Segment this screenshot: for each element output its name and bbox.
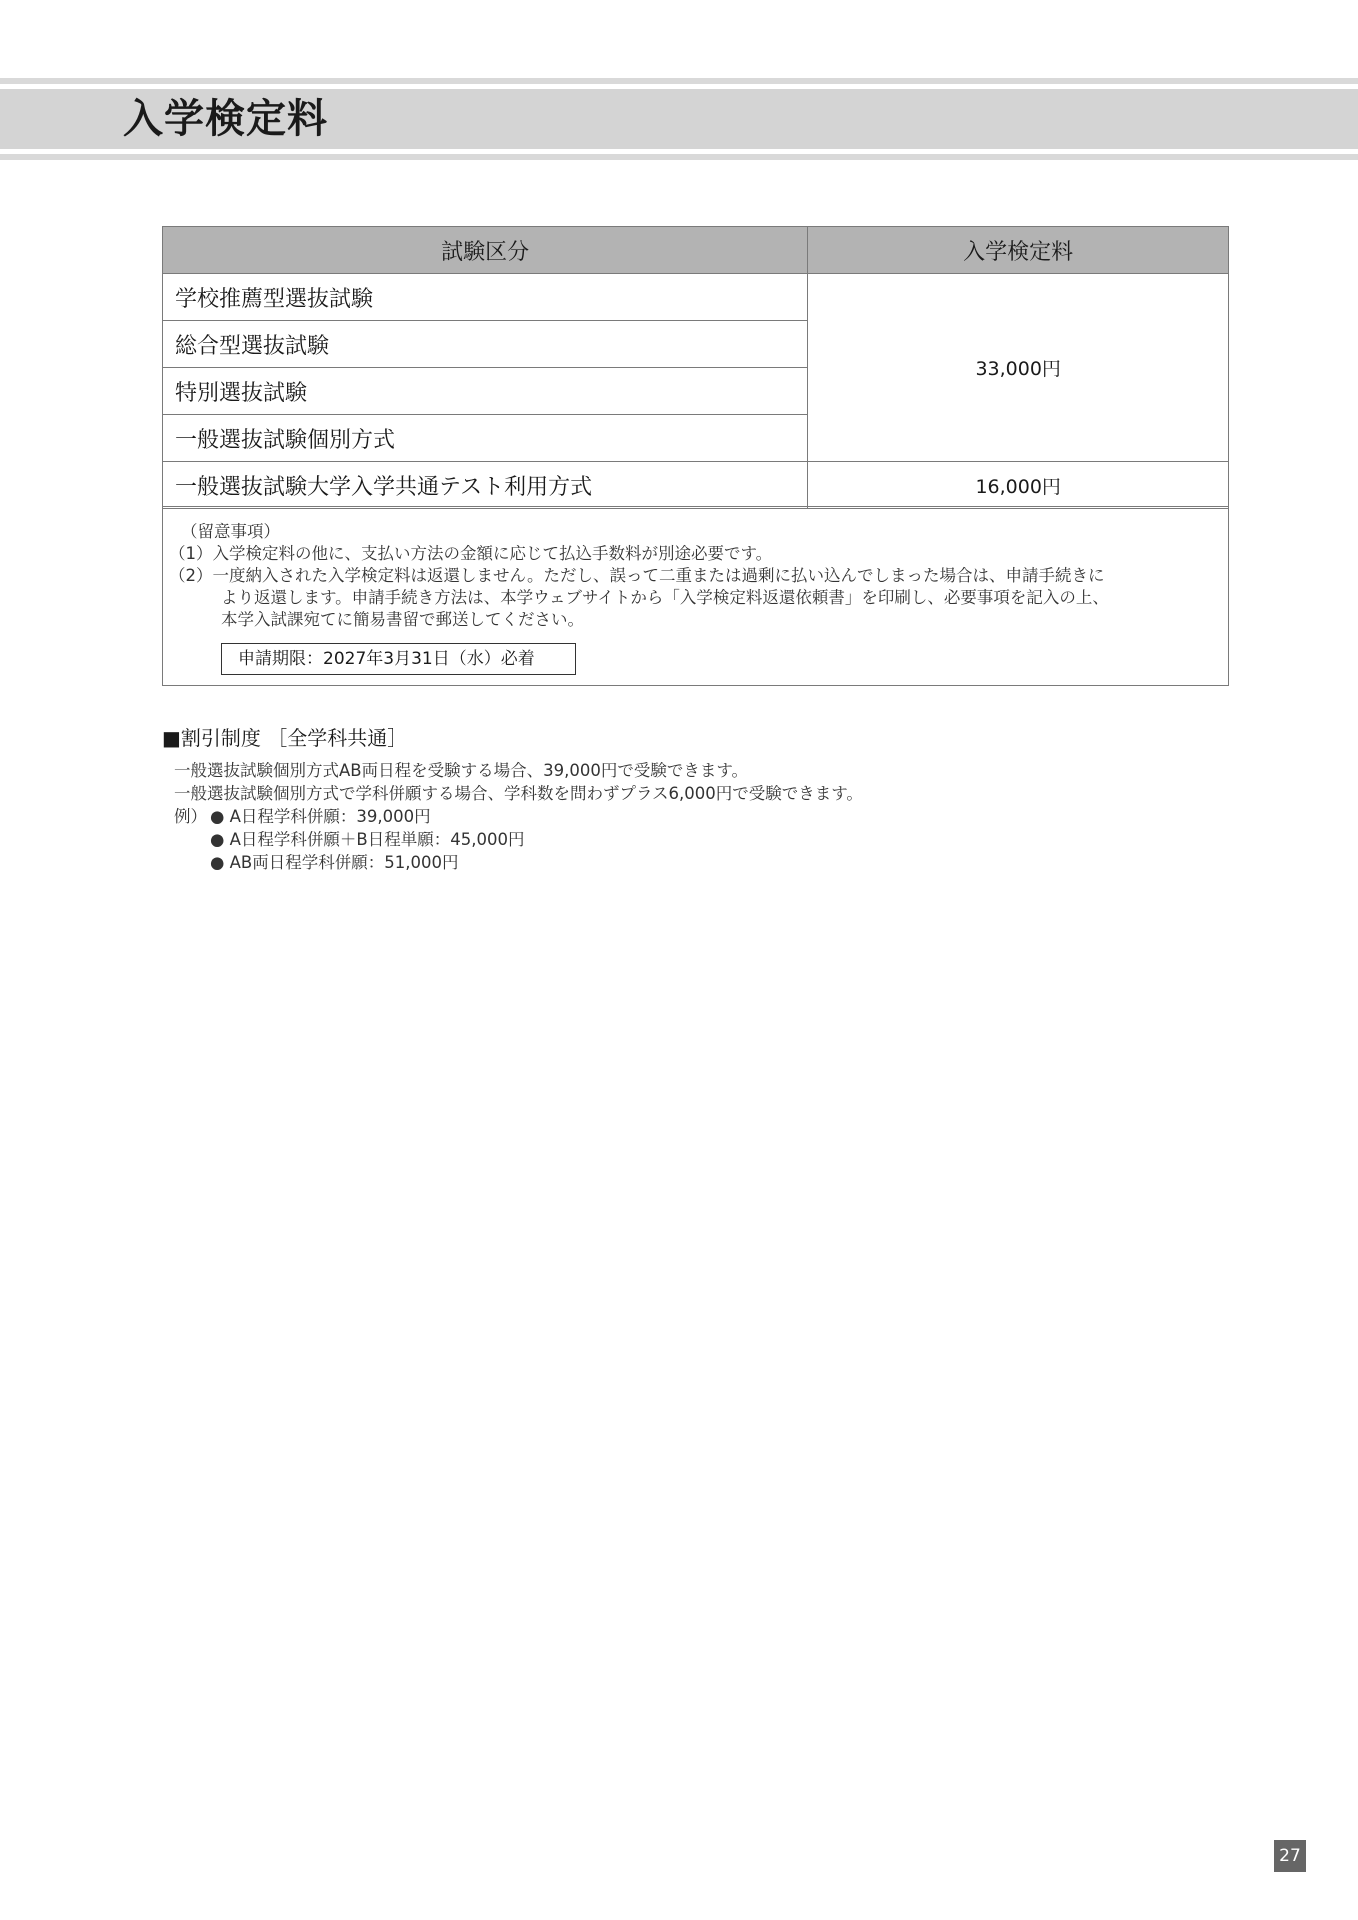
- header-fee: 入学検定料: [808, 227, 1229, 274]
- discount-heading: ■割引制度 ［全学科共通］: [162, 726, 408, 750]
- fee-cell-last: 16,000円: [808, 462, 1229, 509]
- table-row: [163, 274, 1229, 321]
- fee-cell-group: 33,000円: [808, 274, 1229, 462]
- notes-heading: （留意事項）: [181, 522, 280, 541]
- note-1: （1）入学検定料の他に、支払い方法の金額に応じて払込手数料が別途必要です。: [169, 544, 773, 563]
- category-cell: 学校推薦型選抜試験: [163, 274, 808, 321]
- category-cell: 一般選抜試験個別方式: [163, 415, 808, 462]
- example-label: 例）: [174, 807, 207, 826]
- table-row: [163, 462, 1229, 509]
- top-rule-upper: [0, 78, 1358, 84]
- page-title: 入学検定料: [123, 96, 328, 142]
- title-band: [0, 89, 1358, 149]
- header-category: 試験区分: [163, 227, 808, 274]
- table-header-row: [163, 227, 1229, 274]
- discount-line-2: 一般選抜試験個別方式で学科併願する場合、学科数を問わずプラス6,000円で受験できます。: [174, 784, 863, 803]
- example-item: ● A日程学科併願＋B日程単願：45,000円: [210, 830, 525, 849]
- notes-box: [162, 506, 1229, 686]
- category-cell: 特別選抜試験: [163, 368, 808, 415]
- category-cell: 一般選抜試験大学入学共通テスト利用方式: [163, 462, 808, 509]
- deadline-box: 申請期限：2027年3月31日（水）必着: [221, 643, 576, 675]
- note-2-line2: より返還します。申請手続き方法は、本学ウェブサイトから「入学検定料返還依頼書」を印刷し、必要事項を記入の上、: [221, 588, 1109, 607]
- note-2-line1: （2）一度納入された入学検定料は返還しません。ただし、誤って二重または過剰に払い込んでしまった場合は、申請手続きに: [169, 566, 1105, 585]
- example-item: ● AB両日程学科併願：51,000円: [210, 853, 459, 872]
- title-rule-lower: [0, 154, 1358, 160]
- note-2-line3: 本学入試課宛てに簡易書留で郵送してください。: [221, 610, 584, 629]
- page-number: 27: [1274, 1840, 1306, 1872]
- fee-table: [162, 226, 1229, 509]
- example-item: ● A日程学科併願：39,000円: [210, 807, 431, 826]
- discount-line-1: 一般選抜試験個別方式AB両日程を受験する場合、39,000円で受験できます。: [174, 761, 749, 780]
- category-cell: 総合型選抜試験: [163, 321, 808, 368]
